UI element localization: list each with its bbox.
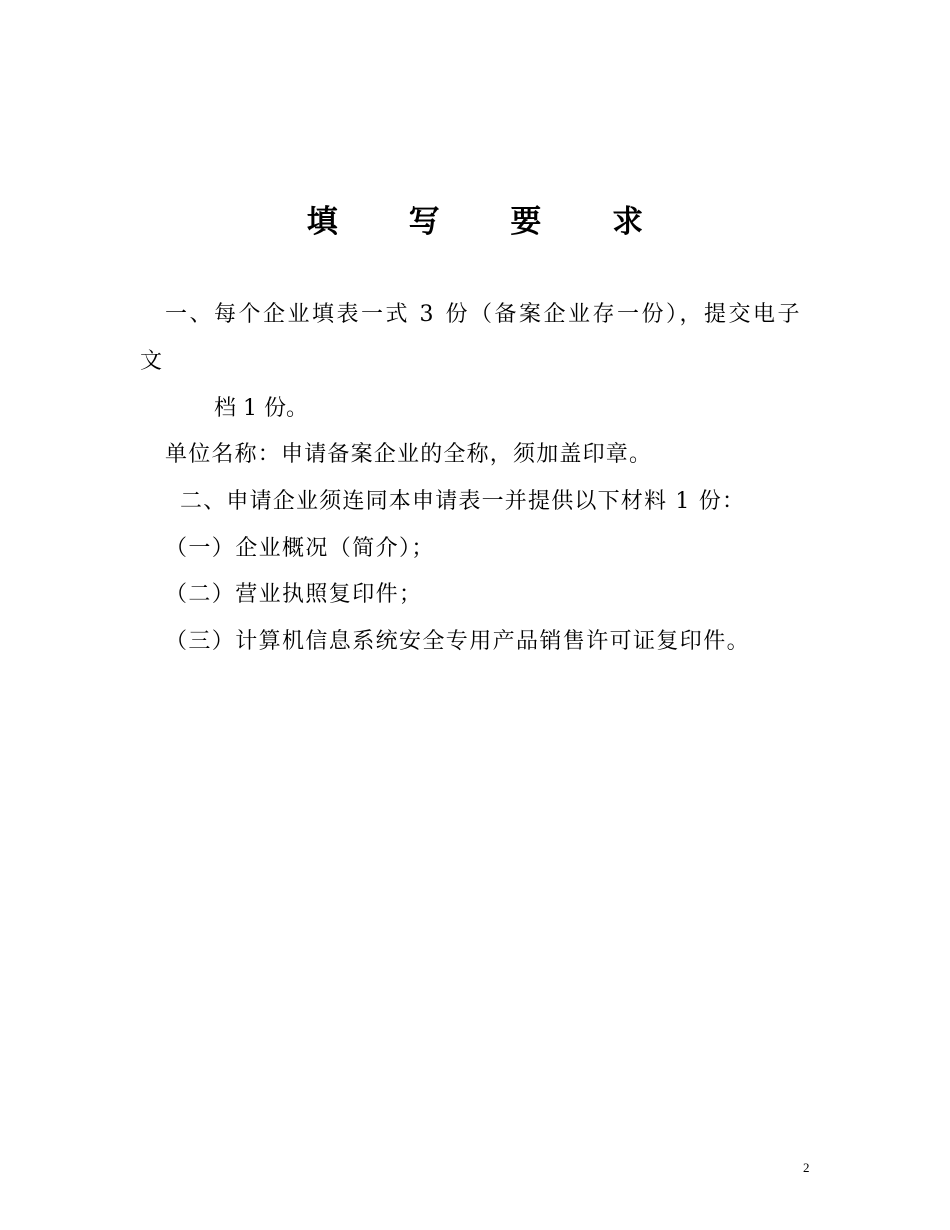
requirement-line-1: 一、每个企业填表一式 3 份（备案企业存一份），提交电子 [165, 302, 802, 327]
material-item-2: （二）营业执照复印件； [165, 582, 423, 607]
requirement-line-2: 二、申请企业须连同本申请表一并提供以下材料 1 份： [180, 489, 746, 514]
material-item-3: （三）计算机信息系统安全专用产品销售许可证复印件。 [165, 629, 751, 654]
material-item-1: （一）企业概况（简介）； [165, 536, 435, 561]
page-number: 2 [803, 1160, 810, 1175]
requirement-line-1-wrap: 文 [140, 349, 163, 374]
document-title: 填 写 要 求 [306, 204, 674, 240]
unit-name-note: 单位名称：申请备案企业的全称，须加盖印章。 [165, 442, 653, 467]
requirement-line-1-continuation: 档 1 份。 [214, 396, 308, 421]
